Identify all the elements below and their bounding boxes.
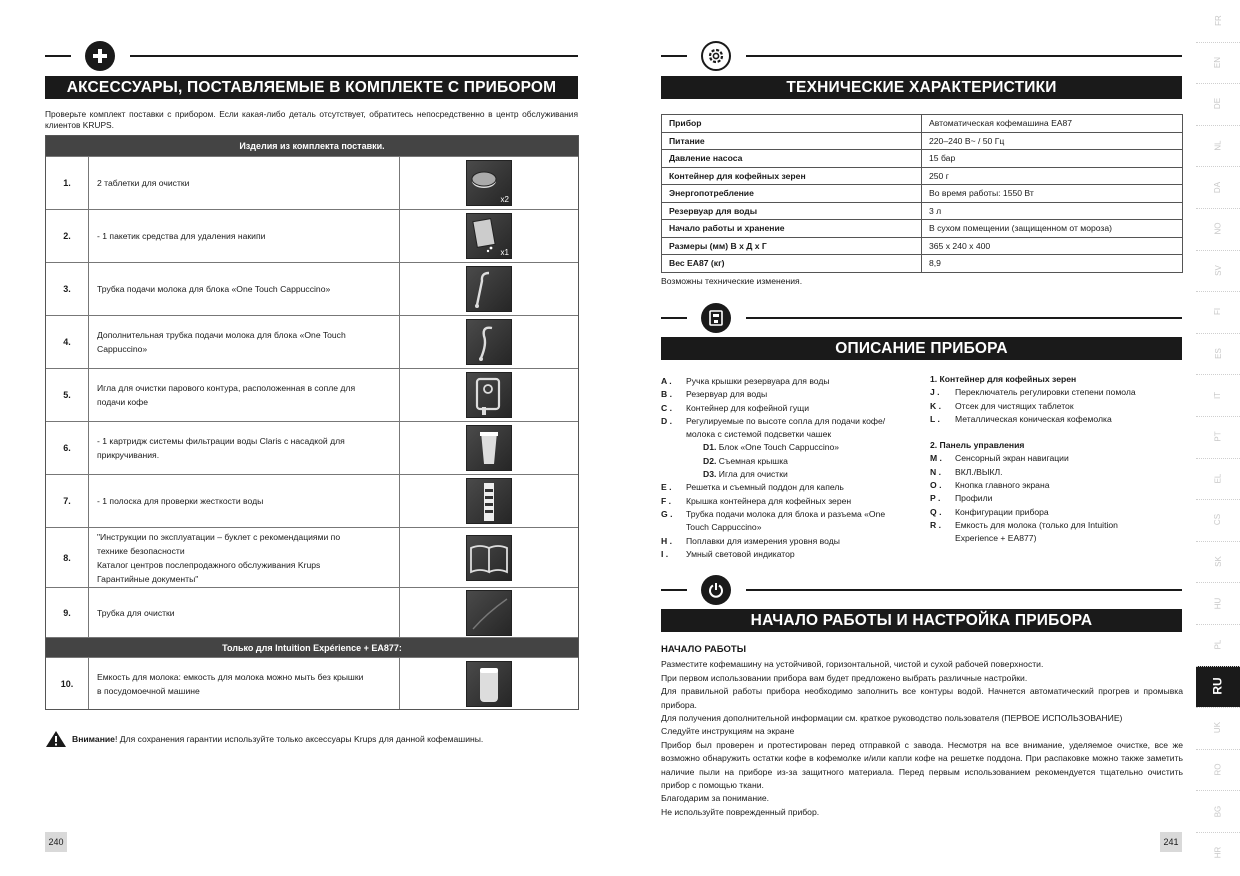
- start-paragraph: Разместите кофемашину на устойчивой, горизонтальной, чистой и сухой рабочей поверхности.: [661, 659, 1044, 670]
- description-subitem-text: Игла для очистки: [716, 469, 788, 480]
- spec-value: Во время работы: 1550 Вт: [922, 185, 1183, 203]
- accessory-image-cell: [400, 588, 578, 637]
- language-separator: [1196, 541, 1240, 542]
- description-item: [930, 452, 1185, 465]
- language-tab-fi[interactable]: [1196, 291, 1240, 333]
- language-separator: [1196, 374, 1240, 375]
- accessories-table: [45, 135, 579, 710]
- accessory-description: [89, 658, 400, 709]
- language-separator: [1196, 416, 1240, 417]
- spec-key: Вес EA87 (кг): [662, 255, 922, 273]
- description-subitem-code: D2.: [703, 455, 717, 466]
- milk-jug-icon: [466, 661, 512, 707]
- spec-key: Начало работы и хранение: [662, 220, 922, 238]
- description-item: [661, 402, 916, 415]
- spec-row: [662, 132, 1183, 150]
- accessory-description-line: - 1 картридж системы фильтрации воды Claris с насадкой для: [97, 436, 345, 446]
- spec-row: [662, 255, 1183, 273]
- warning-icon: [45, 730, 67, 748]
- description-subitem: [661, 468, 916, 481]
- language-code: UK: [1213, 722, 1223, 734]
- description-letter: R .: [930, 519, 941, 530]
- accessory-number: 5.: [46, 369, 89, 421]
- description-text: молока с системой подсветки чашек: [686, 429, 832, 440]
- accessory-number: 4.: [46, 316, 89, 368]
- description-letter: [930, 532, 955, 545]
- description-text: Металлическая коническая кофемолка: [955, 413, 1112, 424]
- description-item: [661, 375, 916, 388]
- language-code: SK: [1213, 556, 1223, 567]
- accessory-description-line: "Инструкции по эксплуатации – буклет с рекомендациями по: [97, 531, 341, 542]
- accessory-description: [89, 475, 400, 527]
- description-item: [661, 415, 916, 428]
- spacer: [930, 426, 1185, 439]
- spec-value: 365 х 240 х 400: [922, 237, 1183, 255]
- language-tab-bg[interactable]: [1196, 790, 1240, 832]
- accessory-description-line: в посудомоечной машине: [97, 685, 200, 696]
- accessory-number: 10.: [46, 658, 89, 709]
- accessory-number: 8.: [46, 528, 89, 587]
- accessory-description-line: технике безопасности: [97, 545, 185, 556]
- description-letter: M .: [930, 453, 942, 464]
- accessory-description-line: Гарантийные документы": [97, 573, 199, 584]
- accessories-title: АКСЕССУАРЫ, ПОСТАВЛЯЕМЫЕ В КОМПЛЕКТЕ С ПРИБОРОМ: [45, 76, 578, 99]
- milk-tube-icon: [466, 266, 512, 312]
- spec-key: Контейнер для кофейных зерен: [662, 167, 922, 185]
- language-separator: [1196, 333, 1240, 334]
- description-text: Touch Cappuccino»: [686, 522, 762, 533]
- accessory-description: [89, 210, 400, 262]
- accessory-description-line: прикручивания.: [97, 450, 160, 460]
- cleaning-needle-icon: [466, 372, 512, 418]
- language-tab-sv[interactable]: [1196, 250, 1240, 292]
- language-tab-no[interactable]: [1196, 208, 1240, 250]
- language-tab-el[interactable]: [1196, 458, 1240, 500]
- description-item: [930, 519, 1185, 532]
- description-item: [930, 400, 1185, 413]
- spec-key: Энергопотребление: [662, 185, 922, 203]
- language-code: ES: [1213, 348, 1223, 359]
- language-code: PT: [1213, 431, 1223, 442]
- description-list-left: [661, 375, 916, 561]
- filter-cartridge-icon: [466, 425, 512, 471]
- descaler-sachet-icon: [466, 213, 512, 259]
- description-letter: N .: [930, 466, 941, 477]
- spec-key: Размеры (мм) В х Д х Г: [662, 237, 922, 255]
- start-subtitle: НАЧАЛО РАБОТЫ: [661, 644, 747, 655]
- accessory-number: 6.: [46, 422, 89, 474]
- description-text: Крышка контейнера для кофейных зерен: [686, 495, 852, 506]
- language-code: EN: [1213, 56, 1223, 68]
- gear-icon: [701, 41, 731, 71]
- language-code: FR: [1213, 15, 1223, 27]
- accessory-number: 2.: [46, 210, 89, 262]
- accessory-description: [89, 422, 400, 474]
- description-letter: L .: [930, 413, 940, 424]
- description-letter: G .: [661, 508, 673, 519]
- accessory-description: [89, 528, 400, 587]
- description-letter: [661, 428, 686, 441]
- spec-row: [662, 220, 1183, 238]
- language-separator: [1196, 125, 1240, 126]
- accessory-row: [46, 209, 578, 262]
- start-paragraph: Для правильной работы прибора необходимо заполнить все контуры водой. Начнется автоматический прогрев и промывка прибора.: [661, 686, 1183, 710]
- description-item: [661, 481, 916, 494]
- accessory-row: [46, 421, 578, 474]
- language-code: DA: [1213, 181, 1223, 193]
- description-list-right: [930, 373, 1185, 546]
- description-letter: F .: [661, 495, 672, 506]
- start-paragraph: Благодарим за понимание.: [661, 793, 770, 804]
- language-tab-hr[interactable]: [1196, 832, 1240, 874]
- spec-value: 220–240 В~ / 50 Гц: [922, 132, 1183, 150]
- language-code: RU: [1211, 677, 1225, 696]
- language-code: DE: [1213, 98, 1223, 110]
- accessory-image-cell: [400, 475, 578, 527]
- description-text: Емкость для молока (только для Intuition: [955, 519, 1118, 530]
- description-item: [661, 548, 916, 561]
- plus-icon: [85, 41, 115, 71]
- language-separator: [1196, 624, 1240, 625]
- accessory-image-cell: [400, 658, 578, 709]
- accessory-description: [89, 588, 400, 637]
- accessory-row: [46, 587, 578, 637]
- language-tab-ru[interactable]: [1196, 666, 1240, 708]
- language-separator: [1196, 832, 1240, 833]
- accessory-description: [89, 316, 400, 368]
- accessory-description-line: Емкость для молока: емкость для молока можно мыть без крышки: [97, 671, 364, 682]
- accessory-image-cell: [400, 316, 578, 368]
- spec-key: Давление насоса: [662, 150, 922, 168]
- description-letter: B .: [661, 389, 672, 400]
- language-index: [1196, 0, 1240, 876]
- description-text: Резервуар для воды: [686, 389, 768, 400]
- description-letter: E .: [661, 482, 672, 493]
- description-text: Конфигурации прибора: [955, 506, 1049, 517]
- accessory-row: [46, 156, 578, 209]
- language-separator: [1196, 250, 1240, 251]
- language-code: BG: [1213, 805, 1223, 817]
- language-tab-it[interactable]: [1196, 374, 1240, 416]
- spec-value: 8,9: [922, 255, 1183, 273]
- spec-value: 15 бар: [922, 150, 1183, 168]
- description-text: Регулируемые по высоте сопла для подачи кофе/: [686, 415, 886, 426]
- language-tab-pl[interactable]: [1196, 624, 1240, 666]
- accessory-description-line: подачи кофе: [97, 397, 149, 407]
- quantity-badge: x1: [500, 248, 509, 257]
- accessory-image-cell: [400, 369, 578, 421]
- accessory-row: [46, 262, 578, 315]
- description-text: Experience + EA877): [955, 533, 1037, 544]
- start-section: [661, 643, 1183, 819]
- accessories-table-subheader: Только для Intuition Expérience + EA877:: [46, 637, 578, 657]
- description-subitem: [661, 441, 916, 454]
- language-tab-de[interactable]: [1196, 83, 1240, 125]
- accessory-number: 1.: [46, 157, 89, 209]
- description-text: Трубка подачи молока для блока и разъема «One: [686, 508, 886, 519]
- description-subitem-text: Блок «One Touch Cappuccino»: [716, 442, 840, 453]
- start-title: НАЧАЛО РАБОТЫ И НАСТРОЙКА ПРИБОРА: [661, 609, 1182, 632]
- accessory-description: [89, 157, 400, 209]
- description-item: [661, 521, 916, 534]
- spec-row: [662, 167, 1183, 185]
- description-text: ВКЛ./ВЫКЛ.: [955, 466, 1003, 477]
- description-item: [930, 492, 1185, 505]
- language-separator: [1196, 42, 1240, 43]
- description-item: [661, 535, 916, 548]
- description-subitem: [661, 455, 916, 468]
- description-text: Ручка крышки резервуара для воды: [686, 376, 830, 386]
- spec-value: 3 л: [922, 202, 1183, 220]
- description-subitem-code: D1.: [703, 442, 717, 453]
- language-code: HU: [1213, 597, 1223, 609]
- language-tab-sk[interactable]: [1196, 541, 1240, 583]
- language-tab-fr[interactable]: [1196, 0, 1240, 42]
- accessory-image-cell: [400, 210, 578, 262]
- language-code: IT: [1213, 391, 1223, 399]
- spec-row: [662, 185, 1183, 203]
- accessory-description: [89, 369, 400, 421]
- accessory-row: [46, 474, 578, 527]
- accessory-row: [46, 657, 578, 709]
- language-tab-hu[interactable]: [1196, 582, 1240, 624]
- accessory-row: [46, 527, 578, 587]
- description-text: Кнопка главного экрана: [955, 480, 1050, 491]
- language-code: CS: [1213, 514, 1223, 526]
- language-separator: [1196, 582, 1240, 583]
- page-number-right: 241: [1160, 832, 1182, 852]
- description-item: [661, 388, 916, 401]
- start-header-line: [661, 575, 1182, 605]
- description-item: [930, 386, 1185, 399]
- accessories-table-header: Изделия из комплекта поставки.: [46, 136, 578, 156]
- start-paragraph: Следуйте инструкциям на экране: [661, 726, 795, 737]
- spec-row: [662, 237, 1183, 255]
- warning-label: Внимание: [72, 734, 115, 744]
- accessory-description-line: Игла для очистки парового контура, расположенная в сопле для: [97, 383, 356, 393]
- accessories-header-line: [45, 41, 578, 71]
- description-letter: O .: [930, 480, 942, 491]
- description-letter: J .: [930, 387, 940, 398]
- language-tab-cs[interactable]: [1196, 499, 1240, 541]
- description-letter: D .: [661, 415, 672, 426]
- booklet-icon: [466, 535, 512, 581]
- start-paragraph: Прибор был проверен и протестирован перед отправкой с завода. Несмотря на все внимание, уделяемое очистке, все же возможно обнаружить остатки кофе в кофемолке и/или капли кофе на решетке поддона. При распаковке можно также заметить наличие пыли на приборе из-за защитного материала. Перед первым использованием рекомендуется тщательно очистить прибор с помощью ткани.: [661, 739, 1183, 791]
- specs-header-line: [661, 41, 1182, 71]
- specs-note: Возможны технические изменения.: [661, 276, 803, 286]
- accessory-number: 9.: [46, 588, 89, 637]
- coffee-machine-icon: [701, 303, 731, 333]
- description-text: Умный световой индикатор: [686, 548, 795, 559]
- description-text: Сенсорный экран навигации: [955, 453, 1069, 464]
- spec-row: [662, 150, 1183, 168]
- description-text: Контейнер для кофейной гущи: [686, 402, 810, 413]
- description-letter: P .: [930, 493, 941, 504]
- description-subitem-text: Съемная крышка: [716, 455, 788, 466]
- language-code: PL: [1213, 639, 1223, 650]
- language-separator: [1196, 83, 1240, 84]
- accessory-image-cell: [400, 263, 578, 315]
- language-separator: [1196, 666, 1240, 667]
- spec-value: Автоматическая кофемашина EA87: [922, 115, 1183, 133]
- description-text: Переключатель регулировки степени помола: [955, 387, 1136, 398]
- description-item: [661, 508, 916, 521]
- description-letter: [661, 521, 686, 534]
- description-letter: C .: [661, 402, 672, 413]
- language-separator: [1196, 499, 1240, 500]
- description-group-title: 2. Панель управления: [930, 440, 1025, 451]
- page-number-left: 240: [45, 832, 67, 852]
- description-item: [661, 495, 916, 508]
- accessory-description: [89, 263, 400, 315]
- description-item: [930, 466, 1185, 479]
- description-letter: Q .: [930, 506, 942, 517]
- cleaning-tube-icon: [466, 590, 512, 636]
- language-tab-es[interactable]: [1196, 333, 1240, 375]
- specs-title: ТЕХНИЧЕСКИЕ ХАРАКТЕРИСТИКИ: [661, 76, 1182, 99]
- language-tab-uk[interactable]: [1196, 707, 1240, 749]
- description-title: ОПИСАНИЕ ПРИБОРА: [661, 337, 1182, 360]
- extra-milk-tube-icon: [466, 319, 512, 365]
- description-text: Решетка и съемный поддон для капель: [686, 482, 844, 493]
- description-letter: I .: [661, 548, 669, 559]
- spec-key: Резервуар для воды: [662, 202, 922, 220]
- accessory-description-line: Cappuccino»: [97, 344, 148, 354]
- accessory-image-cell: [400, 528, 578, 587]
- quantity-badge: x2: [500, 195, 509, 204]
- accessory-description-line: - 1 полоска для проверки жесткости воды: [97, 496, 264, 506]
- language-code: HR: [1213, 847, 1223, 859]
- language-code: SV: [1213, 265, 1223, 276]
- start-paragraph: При первом использовании прибора вам будет предложено выбрать различные настройки.: [661, 672, 1028, 683]
- warning-note: [45, 730, 483, 748]
- language-separator: [1196, 208, 1240, 209]
- specs-table: [661, 114, 1183, 273]
- accessory-description-line: Дополнительная трубка подачи молока для блока «One Touch: [97, 330, 346, 340]
- description-text: Отсек для чистящих таблеток: [955, 400, 1074, 411]
- warning-text: ! Для сохранения гарантии используйте только аксессуары Krups для данной кофемашины.: [114, 734, 484, 744]
- language-separator: [1196, 749, 1240, 750]
- description-letter: K .: [930, 400, 941, 411]
- description-item: [661, 428, 916, 441]
- spec-row: [662, 115, 1183, 133]
- language-tab-da[interactable]: [1196, 166, 1240, 208]
- accessory-row: [46, 315, 578, 368]
- language-tab-nl[interactable]: [1196, 125, 1240, 167]
- description-item: [930, 413, 1185, 426]
- language-code: RO: [1213, 763, 1223, 776]
- power-icon: [701, 575, 731, 605]
- spec-key: Питание: [662, 132, 922, 150]
- accessory-image-cell: [400, 422, 578, 474]
- accessory-description-line: Каталог центров послепродажного обслуживания Krups: [97, 559, 321, 570]
- spec-key: Прибор: [662, 115, 922, 133]
- description-subitem-code: D3.: [703, 469, 717, 480]
- description-text: Поплавки для измерения уровня воды: [686, 535, 840, 546]
- language-tab-ro[interactable]: [1196, 749, 1240, 791]
- description-item: [930, 506, 1185, 519]
- spec-value: 250 г: [922, 167, 1183, 185]
- spec-value: В сухом помещении (защищенном от мороза): [922, 220, 1183, 238]
- accessory-image-cell: [400, 157, 578, 209]
- accessory-number: 7.: [46, 475, 89, 527]
- description-group-title: 1. Контейнер для кофейных зерен: [930, 374, 1077, 384]
- language-tab-en[interactable]: [1196, 42, 1240, 84]
- language-separator: [1196, 291, 1240, 292]
- language-separator: [1196, 790, 1240, 791]
- language-code: NO: [1213, 222, 1223, 235]
- accessory-row: [46, 368, 578, 421]
- language-tab-pt[interactable]: [1196, 416, 1240, 458]
- language-code: EL: [1213, 473, 1223, 484]
- description-letter: H .: [661, 535, 672, 546]
- accessory-description-line: Трубка подачи молока для блока «One Touch Cappuccino»: [97, 284, 331, 294]
- test-strip-icon: [466, 478, 512, 524]
- language-separator: [1196, 458, 1240, 459]
- language-code: FI: [1213, 308, 1223, 316]
- accessory-description-line: Трубка для очистки: [97, 607, 175, 618]
- description-text: Профили: [955, 493, 993, 504]
- accessory-number: 3.: [46, 263, 89, 315]
- accessory-description-line: - 1 пакетик средства для удаления накипи: [97, 231, 266, 241]
- description-header-line: [661, 303, 1182, 333]
- accessory-description-line: 2 таблетки для очистки: [97, 178, 190, 188]
- description-item: [930, 479, 1185, 492]
- language-separator: [1196, 166, 1240, 167]
- language-separator: [1196, 707, 1240, 708]
- tablet-icon: [466, 160, 512, 206]
- start-paragraph: Для получения дополнительной информации см. краткое руководство пользователя (ПЕРВОЕ ИСПОЛЬЗОВАНИЕ): [661, 713, 1123, 724]
- language-code: NL: [1213, 140, 1223, 151]
- description-letter: A .: [661, 376, 672, 386]
- spec-row: [662, 202, 1183, 220]
- description-item: [930, 532, 1185, 545]
- accessories-intro: Проверьте комплект поставки с прибором. Если какая-либо деталь отсутствует, обратитесь непосредственно в центр обслуживания клиентов KRUPS.: [45, 109, 578, 130]
- start-paragraph: Не используйте поврежденный прибор.: [661, 806, 820, 817]
